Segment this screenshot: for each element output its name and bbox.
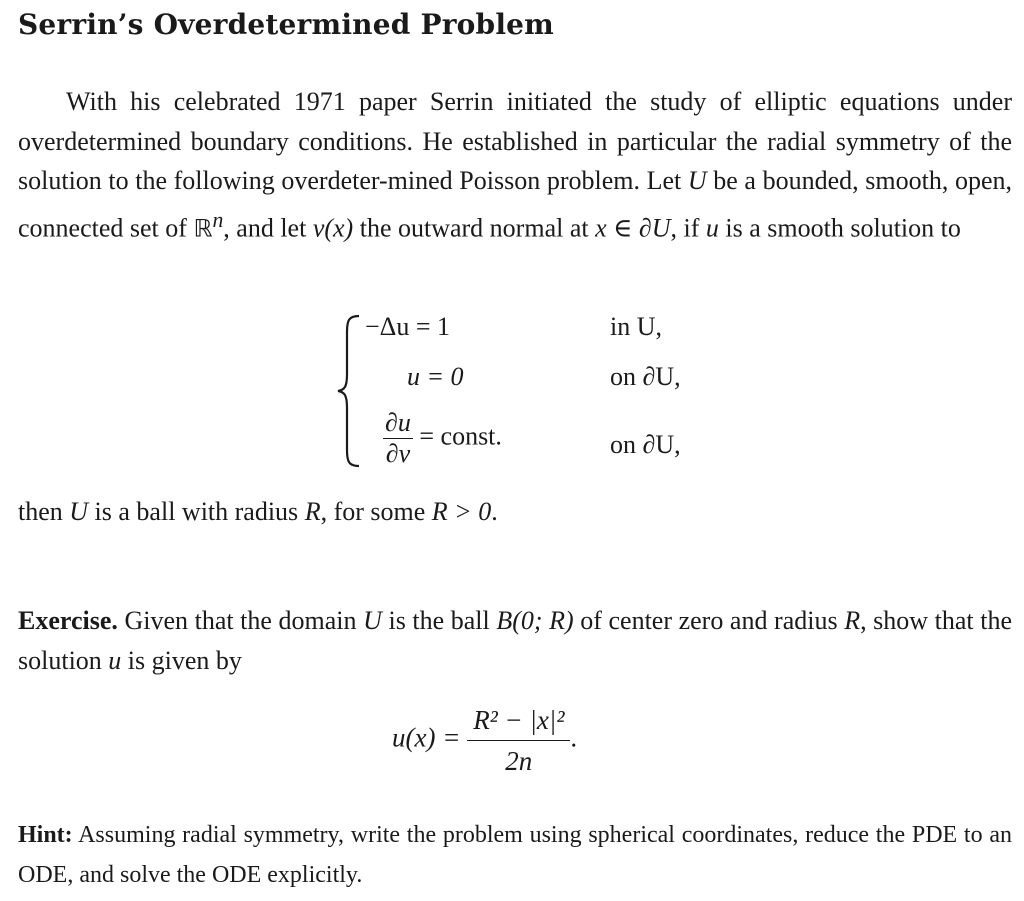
math-symbol: U [363,606,382,635]
math-symbol: u [108,645,122,675]
conclusion-text: , for some [320,497,432,526]
conclusion-paragraph [18,492,1012,532]
equation-3-lhs [383,408,502,469]
intro-text: With his celebrated 1971 paper Serrin initiated the study of elliptic equations under overdetermined boundary conditions. He established in particular the radial symmetry of the solution to the following overdeter-mined Poisson problem. Let [18,87,1012,195]
equation-2-condition: on ∂U, [610,362,681,391]
equation-1-lhs: −Δu = 1 [365,312,451,341]
exercise-text: , show that the solution [18,606,1012,675]
math-expression: B(0; R) [496,606,574,635]
equation-1-condition: in U, [610,312,662,341]
intro-text: , and let [223,213,313,243]
fraction-denominator: ∂ν [385,439,411,468]
exercise-text: Given that the domain [117,606,364,635]
exercise-text: of center zero and radius [573,606,845,635]
math-symbol: U [687,166,707,195]
conclusion-text: then [18,497,70,526]
math-symbol: R [844,606,861,635]
fraction-numerator: ∂u [385,408,411,437]
math-symbol: u [705,213,719,243]
equation-3-rhs: = const. [419,421,502,451]
intro-text: the outward normal at [353,213,596,243]
equation-3-condition: on ∂U, [610,430,681,459]
hint-text: Assuming radial symmetry, write the problem using spherical coordinates, reduce the PDE to an ODE, and solve the ODE explicitly. [18,822,1012,888]
math-expression: x ∈ ∂U [595,213,671,243]
math-symbol: ℝ [193,214,213,243]
math-expression: ν(x) [312,213,354,243]
math-expression: R > 0 [431,497,492,526]
formula-period: . [570,722,578,753]
fraction-numerator: R² − |x|² [467,700,570,741]
intro-text: , if [670,213,706,243]
formula-fraction [467,700,570,781]
exercise-label: Exercise. [18,606,118,635]
conclusion-text: . [491,497,498,526]
hint-label: Hint: [18,822,73,848]
intro-text: be a bounded, smooth, open, connected set of [18,166,1012,243]
exercise-text: is the ball [381,606,497,635]
exercise-text: is given by [121,645,242,675]
normal-derivative-fraction [383,408,413,469]
conclusion-text: is a ball with radius [88,497,305,526]
intro-text: is a smooth solution to [718,213,961,243]
left-brace [335,312,365,470]
hint-paragraph [18,815,1012,895]
math-symbol: U [69,497,89,526]
formula-lhs: u(x) = [392,722,461,753]
equation-system [335,312,755,482]
intro-paragraph [18,82,1012,249]
math-exponent: n [212,207,224,232]
solution-formula [392,700,577,781]
exercise-paragraph [18,601,1012,680]
fraction-denominator: 2n [505,746,533,776]
page-title: Serrin’s Overdetermined Problem [18,8,555,41]
math-symbol: R [304,497,321,526]
equation-2-lhs: u = 0 [407,362,464,391]
